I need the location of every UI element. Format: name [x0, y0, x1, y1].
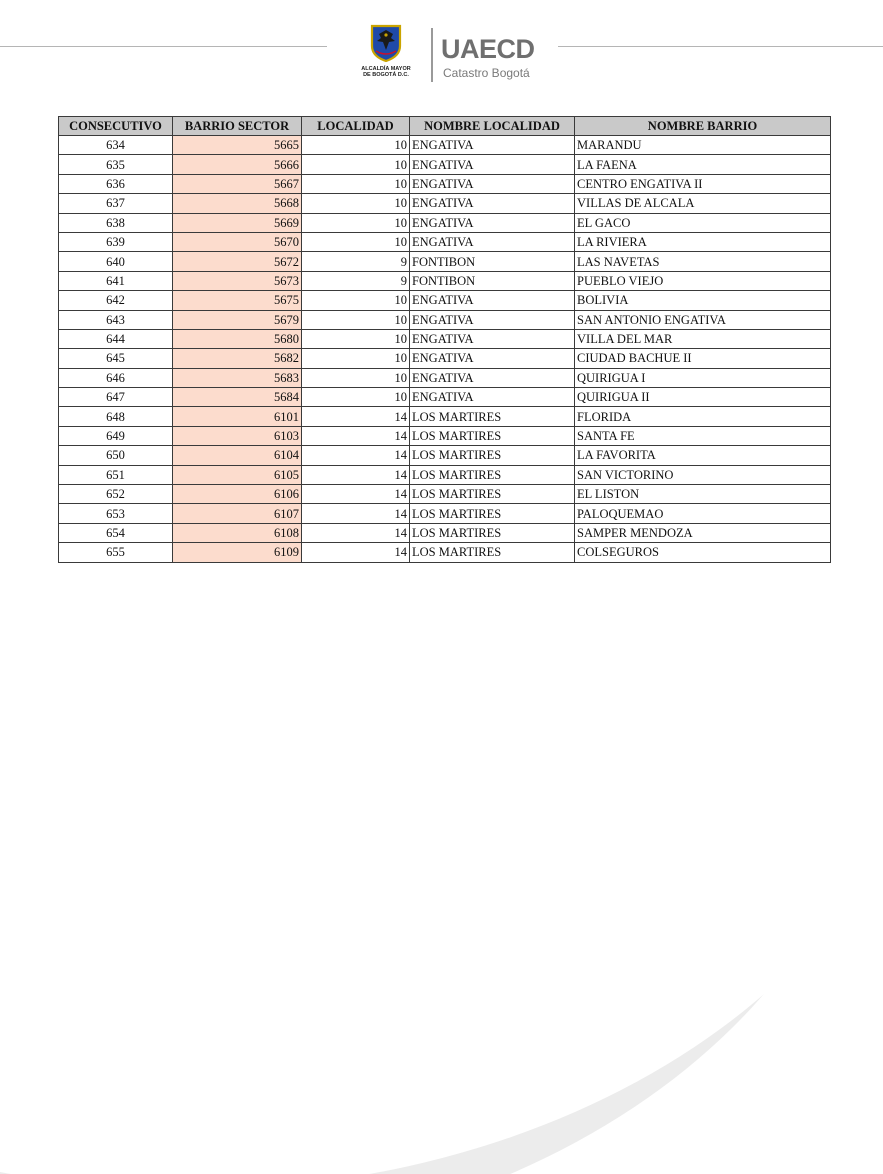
table-row: [59, 310, 831, 329]
cell-localidad: 14: [302, 426, 410, 445]
crest-caption: [355, 66, 417, 78]
cell-barrio-sector: 5673: [173, 271, 302, 290]
cell-nombre-barrio: SANTA FE: [575, 426, 831, 445]
cell-nombre-localidad: ENGATIVA: [410, 368, 575, 387]
cell-nombre-localidad: ENGATIVA: [410, 329, 575, 348]
cell-localidad: 10: [302, 368, 410, 387]
column-header-nombre-barrio: NOMBRE BARRIO: [575, 117, 831, 136]
cell-barrio-sector: 6108: [173, 523, 302, 542]
cell-barrio-sector: 6104: [173, 446, 302, 465]
brand-name: UAECD: [441, 34, 535, 64]
cell-nombre-localidad: ENGATIVA: [410, 213, 575, 232]
cell-nombre-localidad: LOS MARTIRES: [410, 485, 575, 504]
cell-localidad: 14: [302, 446, 410, 465]
cell-localidad: 9: [302, 252, 410, 271]
cell-nombre-localidad: LOS MARTIRES: [410, 426, 575, 445]
column-header-barrio-sector: BARRIO SECTOR: [173, 117, 302, 136]
cell-barrio-sector: 6107: [173, 504, 302, 523]
cell-nombre-localidad: LOS MARTIRES: [410, 407, 575, 426]
table-row: [59, 291, 831, 310]
cell-nombre-barrio: SAN VICTORINO: [575, 465, 831, 484]
table-header-row: [59, 117, 831, 136]
cell-nombre-localidad: ENGATIVA: [410, 388, 575, 407]
cell-barrio-sector: 6101: [173, 407, 302, 426]
cell-barrio-sector: 6103: [173, 426, 302, 445]
cell-localidad: 10: [302, 155, 410, 174]
table-row: [59, 213, 831, 232]
cell-nombre-localidad: ENGATIVA: [410, 349, 575, 368]
cell-nombre-barrio: EL GACO: [575, 213, 831, 232]
crest-caption-line1: ALCALDÍA MAYOR: [361, 66, 411, 72]
table-row: [59, 155, 831, 174]
cell-consecutivo: 646: [59, 368, 173, 387]
cell-nombre-localidad: ENGATIVA: [410, 155, 575, 174]
table-row: [59, 543, 831, 562]
cell-barrio-sector: 5667: [173, 174, 302, 193]
column-header-localidad: LOCALIDAD: [302, 117, 410, 136]
cell-nombre-barrio: QUIRIGUA II: [575, 388, 831, 407]
cell-barrio-sector: 5669: [173, 213, 302, 232]
table-row: [59, 465, 831, 484]
column-header-consecutivo: CONSECUTIVO: [59, 117, 173, 136]
header-rule-left: [0, 46, 327, 47]
cell-nombre-localidad: FONTIBON: [410, 252, 575, 271]
cell-localidad: 10: [302, 349, 410, 368]
column-header-nombre-localidad: NOMBRE LOCALIDAD: [410, 117, 575, 136]
header-rule-right: [558, 46, 883, 47]
cell-barrio-sector: 6109: [173, 543, 302, 562]
cell-nombre-localidad: LOS MARTIRES: [410, 446, 575, 465]
cell-consecutivo: 641: [59, 271, 173, 290]
cell-barrio-sector: 5679: [173, 310, 302, 329]
cell-localidad: 10: [302, 232, 410, 251]
cell-consecutivo: 652: [59, 485, 173, 504]
cell-nombre-barrio: LA FAENA: [575, 155, 831, 174]
cell-localidad: 10: [302, 136, 410, 155]
cell-barrio-sector: 5683: [173, 368, 302, 387]
cell-consecutivo: 642: [59, 291, 173, 310]
cell-consecutivo: 644: [59, 329, 173, 348]
crest-caption-line2: DE BOGOTÁ D.C.: [363, 72, 409, 78]
cell-nombre-localidad: LOS MARTIRES: [410, 504, 575, 523]
cell-nombre-barrio: EL LISTON: [575, 485, 831, 504]
cell-nombre-localidad: ENGATIVA: [410, 232, 575, 251]
cell-barrio-sector: 5672: [173, 252, 302, 271]
cell-localidad: 14: [302, 407, 410, 426]
cell-localidad: 14: [302, 543, 410, 562]
table-row: [59, 194, 831, 213]
cell-localidad: 10: [302, 174, 410, 193]
cell-barrio-sector: 6105: [173, 465, 302, 484]
bogota-crest-icon: [370, 24, 402, 62]
cell-localidad: 14: [302, 504, 410, 523]
cell-consecutivo: 634: [59, 136, 173, 155]
cell-barrio-sector: 5668: [173, 194, 302, 213]
table-row: [59, 368, 831, 387]
table-row: [59, 349, 831, 368]
cell-nombre-barrio: PUEBLO VIEJO: [575, 271, 831, 290]
table-row: [59, 252, 831, 271]
table-row: [59, 388, 831, 407]
cell-localidad: 10: [302, 388, 410, 407]
cell-nombre-localidad: FONTIBON: [410, 271, 575, 290]
logo-divider: [431, 28, 433, 82]
cell-nombre-barrio: CIUDAD BACHUE II: [575, 349, 831, 368]
cell-nombre-barrio: SAN ANTONIO ENGATIVA: [575, 310, 831, 329]
cell-localidad: 9: [302, 271, 410, 290]
cell-nombre-localidad: ENGATIVA: [410, 310, 575, 329]
cell-consecutivo: 643: [59, 310, 173, 329]
header-logo: [355, 24, 535, 84]
cell-consecutivo: 647: [59, 388, 173, 407]
cell-barrio-sector: 5682: [173, 349, 302, 368]
cell-nombre-barrio: LAS NAVETAS: [575, 252, 831, 271]
cell-barrio-sector: 5666: [173, 155, 302, 174]
cell-nombre-barrio: VILLA DEL MAR: [575, 329, 831, 348]
cell-consecutivo: 635: [59, 155, 173, 174]
cell-localidad: 10: [302, 329, 410, 348]
cell-consecutivo: 638: [59, 213, 173, 232]
cell-consecutivo: 650: [59, 446, 173, 465]
table-row: [59, 504, 831, 523]
cell-nombre-barrio: LA FAVORITA: [575, 446, 831, 465]
cell-nombre-localidad: LOS MARTIRES: [410, 543, 575, 562]
cell-consecutivo: 651: [59, 465, 173, 484]
cell-barrio-sector: 6106: [173, 485, 302, 504]
cell-nombre-barrio: LA RIVIERA: [575, 232, 831, 251]
table-row: [59, 329, 831, 348]
cell-consecutivo: 653: [59, 504, 173, 523]
cell-consecutivo: 645: [59, 349, 173, 368]
cell-barrio-sector: 5665: [173, 136, 302, 155]
cell-nombre-barrio: MARANDU: [575, 136, 831, 155]
cell-nombre-localidad: ENGATIVA: [410, 291, 575, 310]
cell-barrio-sector: 5670: [173, 232, 302, 251]
cell-nombre-localidad: LOS MARTIRES: [410, 465, 575, 484]
table-row: [59, 523, 831, 542]
table-row: [59, 446, 831, 465]
table-row: [59, 407, 831, 426]
cell-localidad: 14: [302, 485, 410, 504]
barrios-table: [58, 116, 831, 563]
cell-nombre-barrio: QUIRIGUA I: [575, 368, 831, 387]
cell-nombre-barrio: FLORIDA: [575, 407, 831, 426]
table-body: [59, 136, 831, 563]
cell-nombre-barrio: CENTRO ENGATIVA II: [575, 174, 831, 193]
cell-localidad: 10: [302, 213, 410, 232]
cell-localidad: 10: [302, 194, 410, 213]
cell-nombre-barrio: VILLAS DE ALCALA: [575, 194, 831, 213]
cell-consecutivo: 637: [59, 194, 173, 213]
cell-localidad: 10: [302, 310, 410, 329]
cell-consecutivo: 649: [59, 426, 173, 445]
cell-barrio-sector: 5680: [173, 329, 302, 348]
cell-nombre-barrio: PALOQUEMAO: [575, 504, 831, 523]
cell-consecutivo: 636: [59, 174, 173, 193]
cell-nombre-localidad: LOS MARTIRES: [410, 523, 575, 542]
cell-nombre-barrio: COLSEGUROS: [575, 543, 831, 562]
table-row: [59, 136, 831, 155]
cell-consecutivo: 639: [59, 232, 173, 251]
cell-nombre-localidad: ENGATIVA: [410, 194, 575, 213]
cell-barrio-sector: 5675: [173, 291, 302, 310]
cell-consecutivo: 640: [59, 252, 173, 271]
table-row: [59, 271, 831, 290]
cell-localidad: 10: [302, 291, 410, 310]
brand-subtitle: Catastro Bogotá: [443, 66, 530, 80]
cell-consecutivo: 648: [59, 407, 173, 426]
table-row: [59, 485, 831, 504]
cell-barrio-sector: 5684: [173, 388, 302, 407]
cell-nombre-localidad: ENGATIVA: [410, 136, 575, 155]
cell-localidad: 14: [302, 465, 410, 484]
cell-localidad: 14: [302, 523, 410, 542]
cell-consecutivo: 654: [59, 523, 173, 542]
cell-nombre-barrio: SAMPER MENDOZA: [575, 523, 831, 542]
table-row: [59, 232, 831, 251]
cell-consecutivo: 655: [59, 543, 173, 562]
table-row: [59, 174, 831, 193]
table-row: [59, 426, 831, 445]
cell-nombre-localidad: ENGATIVA: [410, 174, 575, 193]
cell-nombre-barrio: BOLIVIA: [575, 291, 831, 310]
